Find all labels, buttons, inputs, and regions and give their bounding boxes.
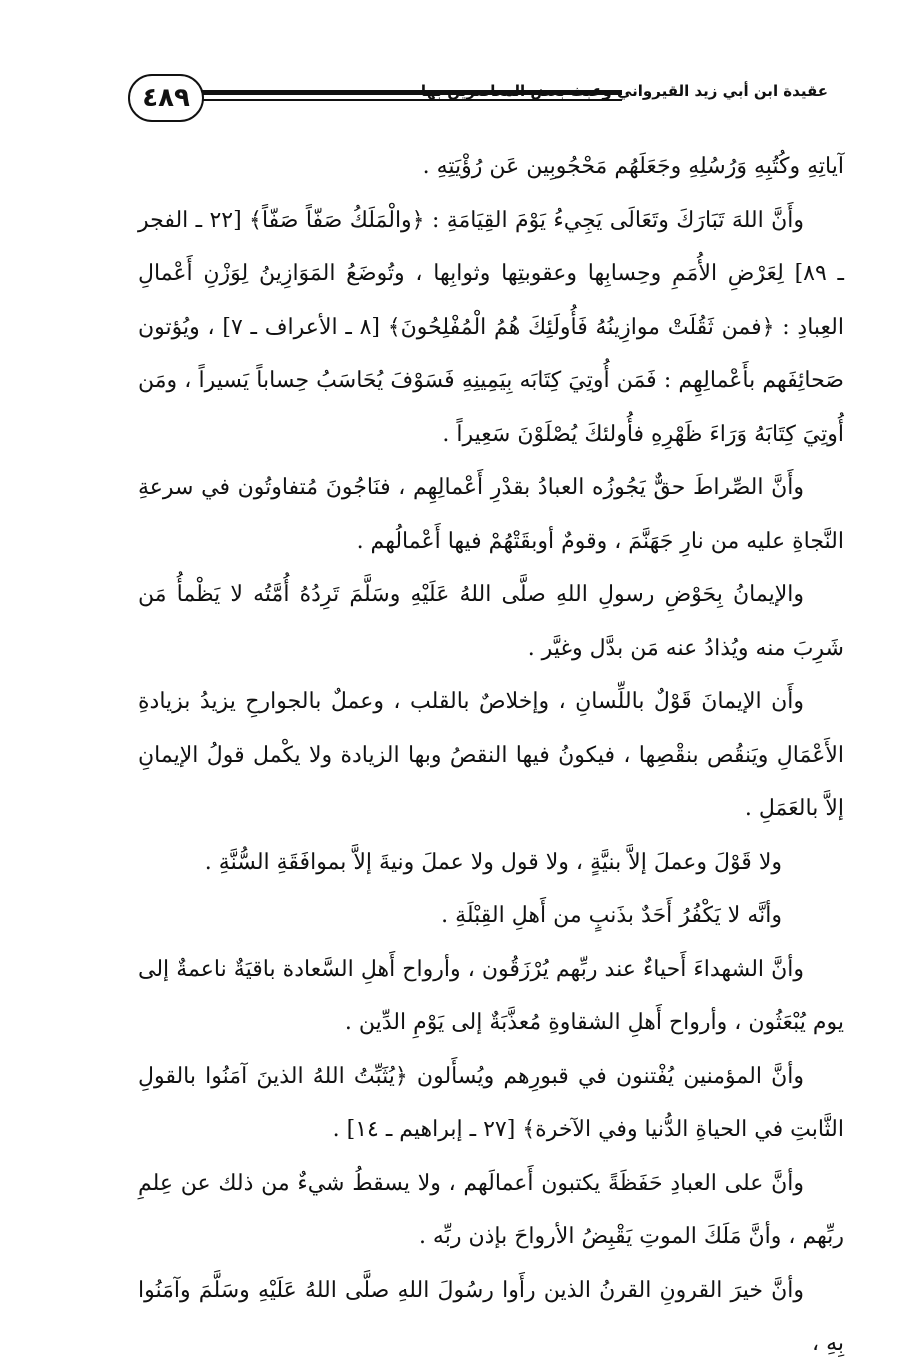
paragraph: وأنَّ المؤمنين يُفْتنون في قبورِهم ويُسأَلون ﴿يُثَبِّتُ اللهُ الذينَ آمَنُوا بالقولِ الثَّابتِ في الحياةِ الدُّنيا وفي الآخرة﴾ [٢٧ ـ إبراهيم ـ ١٤] . — [138, 1063, 844, 1142]
paragraph: والإيمانُ بِحَوْضِ رسولِ اللهِ صلَّى اللهُ عَلَيْهِ وسَلَّمَ تَرِدُهُ أُمَّتُه لا يَظْمأُ مَن شَرِبَ منه ويُذادُ عنه مَن بدَّل وغيَّر . — [138, 582, 844, 661]
page-header — [128, 68, 828, 128]
paragraph: وأنَّ الشهداءَ أَحياءٌ عند ربِّهم يُرْزَقُون ، وأرواح أَهلِ السَّعادة باقيَةٌ ناعمةٌ إلى يوم يُبْعَثُون ، وأرواح أَهلِ الشقاوةِ مُعذَّبَةٌ إلى يَوْمِ الدِّين . — [138, 956, 844, 1035]
paragraph: وأنَّ خيرَ القرونِ القرنُ الذين رأَوا رسُولَ اللهِ صلَّى اللهُ عَلَيْهِ وسَلَّمَ وآمَنُوا بِهِ ، — [138, 1277, 844, 1356]
paragraph: وأنَّه لا يَكْفُرُ أَحَدٌ بذَنبٍ من أَهلِ القِبْلَةِ . — [441, 903, 782, 928]
running-title: عقيدة ابن أبي زيد القيرواني وعبث بعض المعاصرين بها — [420, 82, 828, 100]
paragraph: وأَن الإيمانَ قَوْلٌ باللِّسانِ ، وإخلاصٌ بالقلب ، وعملٌ بالجوارحِ يزيدُ بزيادةِ الأَعْمَالِ ويَنقُص بنقْصِها ، فيكونُ فيها النقصُ وبها الزيادة ولا يكْمل قولُ الإيمانِ إلاَّ بالعَمَلِ . — [138, 689, 844, 821]
body-text — [138, 140, 844, 1371]
page-number-badge: ٤٨٩ — [128, 74, 204, 122]
paragraph: وأَنَّ الصِّراطَ حقٌّ يَجُوزُه العبادُ بقدْرِ أَعْمالِهِم ، فنَاجُونَ مُتفاوتُون في سرعةِ النَّجاةِ عليه من نارِ جَهَنَّمَ ، وقومٌ أوبقَتْهُمْ فيها أَعْمالُهم . — [138, 475, 844, 554]
paragraph: ولا قَوْلَ وعملَ إلاَّ بنيَّةٍ ، ولا قول ولا عملَ ونيةَ إلاَّ بموافَقَةِ السُّنَّةِ . — [204, 849, 782, 875]
paragraph: وأنَّ على العبادِ حَفَظَةً يكتبون أَعمالَهم ، ولا يسقطُ شيءٌ من ذلك عن عِلمِ ربِّهم ، وأنَّ مَلَكَ الموتِ يَقْبِضُ الأرواحَ بإذن ربِّه . — [138, 1170, 844, 1249]
paragraph: آياتِهِ وكُتُبِهِ وَرُسُلِهِ وجَعَلَهُم مَحْجُوبِين عَن رُؤْيَتِهِ . — [422, 154, 844, 179]
paragraph: وأَنَّ اللهَ تَبَارَكَ وتَعَالَى يَجِيءُ يَوْمَ القِيَامَةِ : ﴿والْمَلَكُ صَفّاً صَفّاً﴾ [٢٢ ـ الفجر ـ ٨٩] لِعَرْضِ الأُمَمِ وحِسابِها وعقوبتِها وثوابِها ، وتُوضَعُ المَوَازِينُ لِوَزْنِ أَعْمالِ العِبادِ : ﴿فمن ثَقُلَتْ موازِينُهُ فَأُولَئِكَ هُمُ الْمُفْلِحُونَ﴾ [٨ ـ الأعراف ـ ٧] ، ويُؤتون صَحائِفَهم بأَعْمالِهِم : فَمَن أُوتِيَ كِتَابَه بِيَمِينِهِ فَسَوْفَ يُحَاسَبُ حِساباً يَسيراً ، ومَن أُوتِيَ كِتَابَهُ وَرَاءَ ظَهْرِهِ فأُولئكَ يُصْلَوْنَ سَعِيراً . — [138, 207, 844, 447]
